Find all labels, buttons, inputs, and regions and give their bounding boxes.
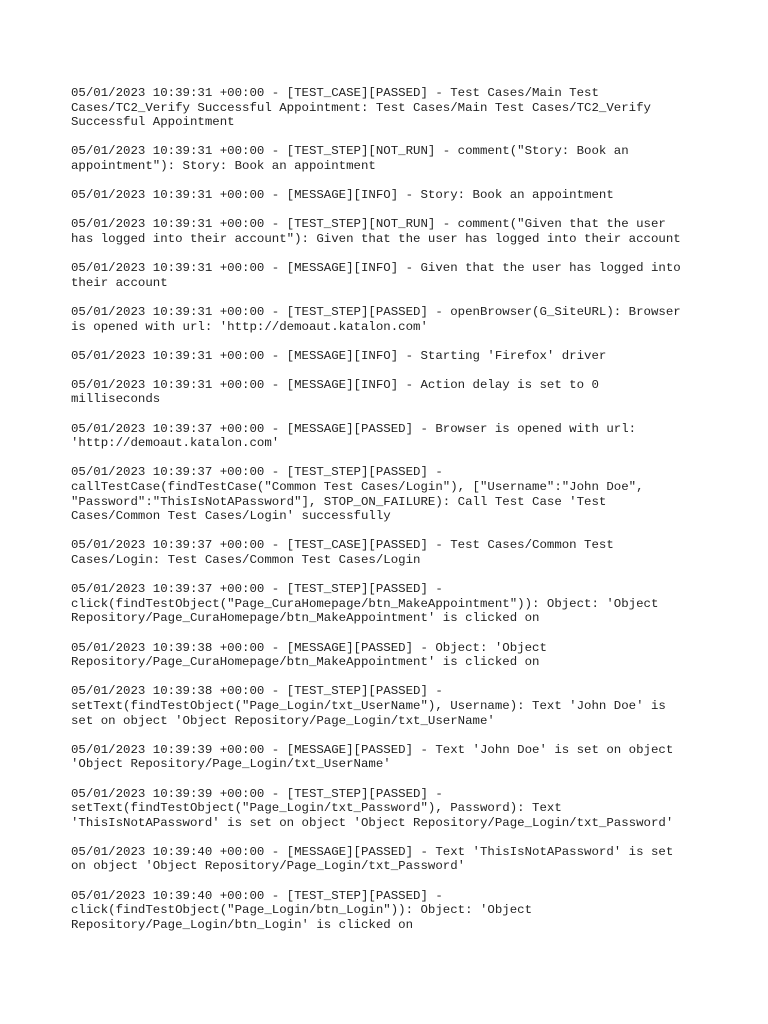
log-line: 05/01/2023 10:39:31 +00:00 - [TEST_STEP][NOT_RUN] - comment("Story: Book an: [71, 144, 629, 159]
log-entry: [71, 845, 697, 874]
log-entry: [71, 86, 697, 130]
log-line: 05/01/2023 10:39:39 +00:00 - [MESSAGE][PASSED] - Text 'John Doe' is set on object: [71, 742, 674, 757]
log-line: 05/01/2023 10:39:31 +00:00 - [MESSAGE][INFO] - Given that the user has logged into: [71, 261, 681, 276]
log-line: 05/01/2023 10:39:37 +00:00 - [MESSAGE][PASSED] - Browser is opened with url:: [71, 421, 637, 436]
log-line: 05/01/2023 10:39:31 +00:00 - [MESSAGE][INFO] - Starting 'Firefox' driver: [71, 348, 607, 363]
log-line: 05/01/2023 10:39:38 +00:00 - [TEST_STEP][PASSED] -: [71, 684, 443, 699]
log-line: "Password":"ThisIsNotAPassword"], STOP_ON_FAILURE): Call Test Case 'Test: [71, 494, 607, 509]
log-line: is opened with url: 'http://demoaut.katalon.com': [71, 319, 428, 334]
log-entry: [71, 261, 697, 290]
log-entry: [71, 188, 697, 203]
log-line: set on object 'Object Repository/Page_Login/txt_UserName': [71, 713, 495, 728]
log-line: Repository/Page_Login/btn_Login' is clicked on: [71, 917, 414, 932]
log-line: Cases/TC2_Verify Successful Appointment: Test Cases/Main Test Cases/TC2_Verify: [71, 100, 651, 115]
log-line: Repository/Page_CuraHomepage/btn_MakeAppointment' is clicked on: [71, 611, 540, 626]
log-entry: [71, 582, 697, 626]
log-entry: [71, 465, 697, 523]
log-entry: [71, 305, 697, 334]
log-line: 05/01/2023 10:39:40 +00:00 - [TEST_STEP][PASSED] -: [71, 888, 443, 903]
log-line: Successful Appointment: [71, 115, 235, 130]
log-line: 05/01/2023 10:39:37 +00:00 - [TEST_CASE][PASSED] - Test Cases/Common Test: [71, 538, 614, 553]
log-entry: [71, 641, 697, 670]
log-line: 05/01/2023 10:39:40 +00:00 - [MESSAGE][PASSED] - Text 'ThisIsNotAPassword' is set: [71, 844, 674, 859]
log-line: click(findTestObject("Page_Login/btn_Login")): Object: 'Object: [71, 903, 533, 918]
log-line: on object 'Object Repository/Page_Login/txt_Password': [71, 859, 466, 874]
log-line: callTestCase(findTestCase("Common Test Cases/Login"), ["Username":"John Doe",: [71, 480, 644, 495]
log-line: Cases/Login: Test Cases/Common Test Cases/Login: [71, 553, 421, 567]
log-line: 05/01/2023 10:39:31 +00:00 - [MESSAGE][INFO] - Story: Book an appointment: [71, 188, 614, 203]
log-line: 05/01/2023 10:39:38 +00:00 - [MESSAGE][PASSED] - Object: 'Object: [71, 640, 547, 655]
log-line: click(findTestObject("Page_CuraHomepage/btn_MakeAppointment")): Object: 'Object: [71, 596, 659, 611]
log-line: Repository/Page_CuraHomepage/btn_MakeAppointment' is clicked on: [71, 655, 540, 670]
log-entry: [71, 144, 697, 173]
log-entry: [71, 743, 697, 772]
log-entry: [71, 787, 697, 831]
log-line: setText(findTestObject("Page_Login/txt_UserName"), Username): Text 'John Doe' is: [71, 698, 666, 713]
log-line: 05/01/2023 10:39:31 +00:00 - [TEST_STEP][PASSED] - openBrowser(G_SiteURL): Browser: [71, 304, 681, 319]
log-line: 05/01/2023 10:39:31 +00:00 - [TEST_CASE][PASSED] - Test Cases/Main Test: [71, 86, 599, 100]
log-entry: [71, 378, 697, 407]
log-entry: [71, 684, 697, 728]
log-line: 05/01/2023 10:39:31 +00:00 - [MESSAGE][INFO] - Action delay is set to 0: [71, 377, 599, 392]
log-entry: [71, 889, 697, 933]
log-entry: [71, 349, 697, 364]
log-entry: [71, 538, 697, 567]
log-line: 05/01/2023 10:39:39 +00:00 - [TEST_STEP][PASSED] -: [71, 786, 443, 801]
log-entry: [71, 217, 697, 246]
log-line: milliseconds: [71, 392, 161, 407]
log-line: 05/01/2023 10:39:31 +00:00 - [TEST_STEP][NOT_RUN] - comment("Given that the user: [71, 217, 666, 232]
log-line: has logged into their account"): Given that the user has logged into their account: [71, 231, 681, 246]
log-entry: [71, 422, 697, 451]
log-line: 'http://demoaut.katalon.com': [71, 436, 280, 451]
log-line: 05/01/2023 10:39:37 +00:00 - [TEST_STEP][PASSED] -: [71, 465, 443, 480]
log-line: 'Object Repository/Page_Login/txt_UserName': [71, 757, 391, 772]
log-line: 'ThisIsNotAPassword' is set on object 'Object Repository/Page_Login/txt_Password': [71, 815, 674, 830]
log-line: Cases/Common Test Cases/Login' successfully: [71, 509, 391, 524]
log-line: setText(findTestObject("Page_Login/txt_Password"), Password): Text: [71, 801, 562, 816]
log-line: 05/01/2023 10:39:37 +00:00 - [TEST_STEP][PASSED] -: [71, 582, 443, 597]
log-line: appointment"): Story: Book an appointment: [71, 158, 376, 173]
log-line: their account: [71, 275, 168, 290]
execution-log: [71, 86, 697, 947]
